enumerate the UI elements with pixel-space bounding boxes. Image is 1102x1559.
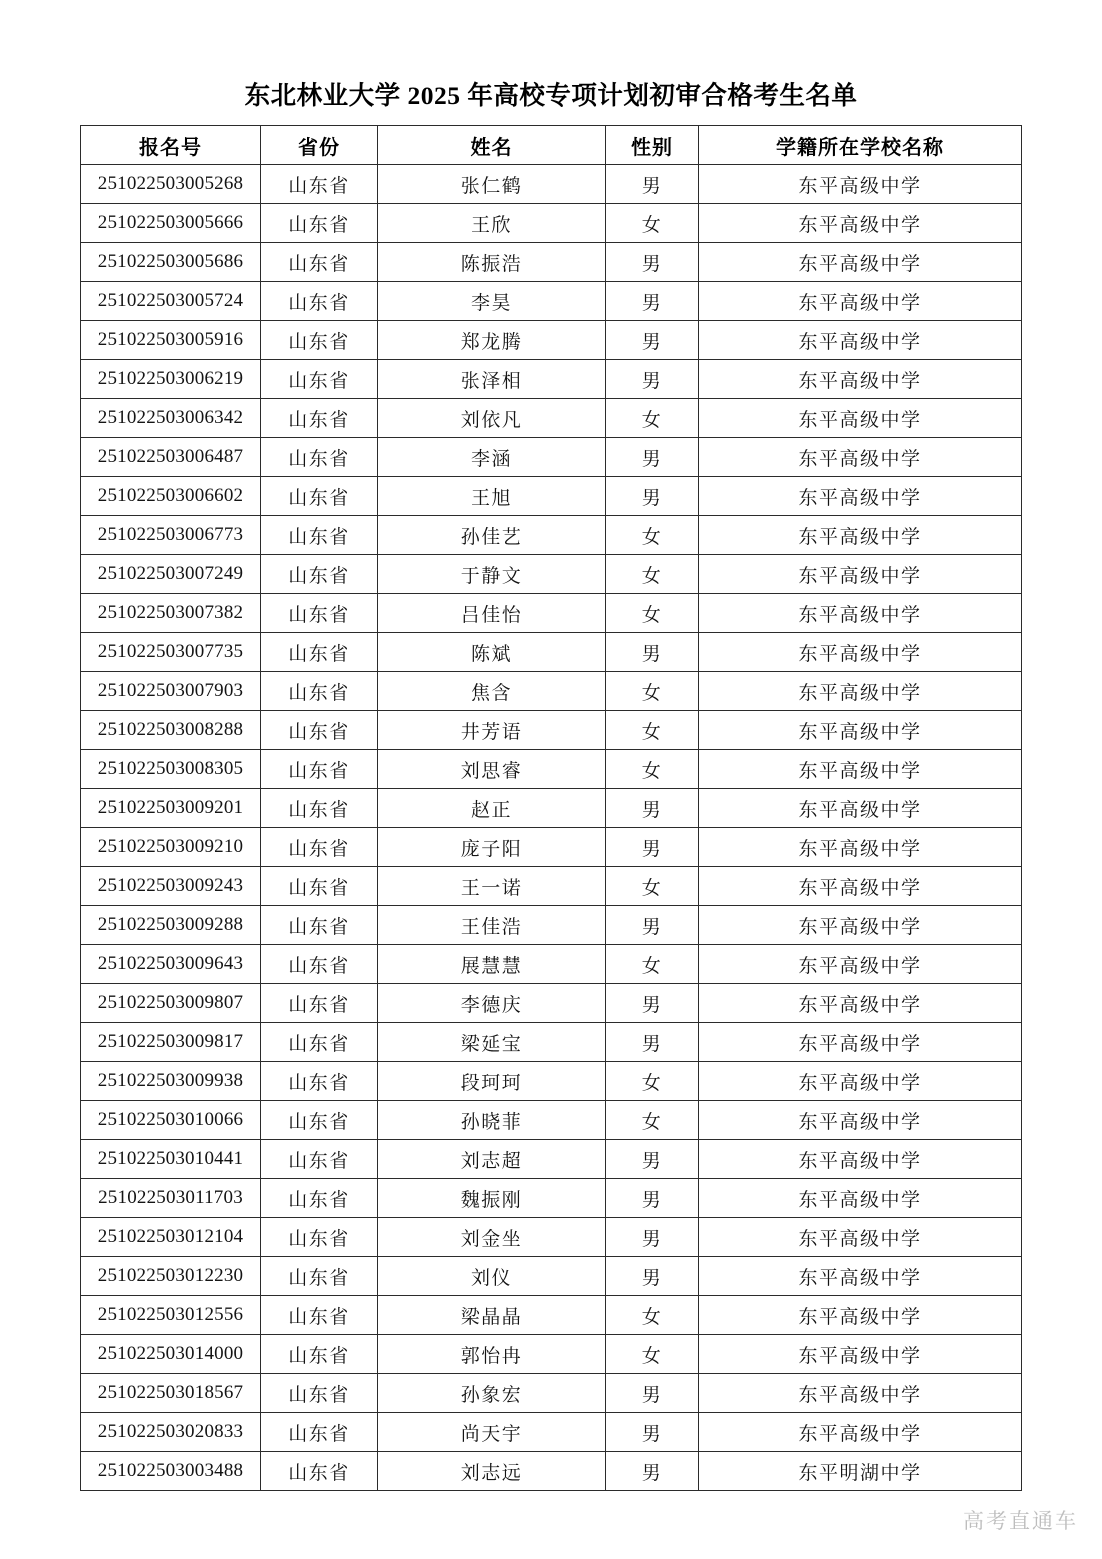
cell-school: 东平高级中学 <box>699 477 1022 516</box>
table-row <box>81 477 1022 516</box>
cell-province: 山东省 <box>261 1140 378 1179</box>
cell-school: 东平高级中学 <box>699 438 1022 477</box>
cell-gender: 男 <box>606 282 699 321</box>
cell-school: 东平高级中学 <box>699 945 1022 984</box>
cell-name: 井芳语 <box>378 711 606 750</box>
cell-gender: 女 <box>606 711 699 750</box>
cell-province: 山东省 <box>261 633 378 672</box>
cell-province: 山东省 <box>261 1062 378 1101</box>
table-row <box>81 282 1022 321</box>
cell-registration-number: 251022503020833 <box>81 1413 261 1452</box>
cell-name: 刘金坐 <box>378 1218 606 1257</box>
table-row <box>81 867 1022 906</box>
cell-registration-number: 251022503006773 <box>81 516 261 555</box>
table-row <box>81 204 1022 243</box>
cell-gender: 男 <box>606 1023 699 1062</box>
cell-registration-number: 251022503009288 <box>81 906 261 945</box>
cell-school: 东平高级中学 <box>699 789 1022 828</box>
table-row <box>81 1296 1022 1335</box>
table-row <box>81 984 1022 1023</box>
cell-gender: 女 <box>606 1062 699 1101</box>
cell-registration-number: 251022503011703 <box>81 1179 261 1218</box>
cell-gender: 男 <box>606 906 699 945</box>
cell-gender: 女 <box>606 1101 699 1140</box>
cell-school: 东平高级中学 <box>699 321 1022 360</box>
cell-registration-number: 251022503010066 <box>81 1101 261 1140</box>
cell-gender: 女 <box>606 555 699 594</box>
cell-gender: 男 <box>606 828 699 867</box>
column-header-registration-number: 报名号 <box>81 126 261 165</box>
cell-name: 刘志超 <box>378 1140 606 1179</box>
cell-school: 东平高级中学 <box>699 360 1022 399</box>
cell-gender: 女 <box>606 945 699 984</box>
cell-name: 于静文 <box>378 555 606 594</box>
cell-province: 山东省 <box>261 243 378 282</box>
cell-gender: 女 <box>606 516 699 555</box>
cell-registration-number: 251022503018567 <box>81 1374 261 1413</box>
cell-school: 东平高级中学 <box>699 672 1022 711</box>
cell-registration-number: 251022503009201 <box>81 789 261 828</box>
cell-name: 梁延宝 <box>378 1023 606 1062</box>
cell-province: 山东省 <box>261 1374 378 1413</box>
cell-school: 东平高级中学 <box>699 1023 1022 1062</box>
cell-province: 山东省 <box>261 984 378 1023</box>
cell-gender: 男 <box>606 1413 699 1452</box>
cell-name: 焦含 <box>378 672 606 711</box>
table-row <box>81 672 1022 711</box>
cell-gender: 男 <box>606 438 699 477</box>
cell-name: 孙象宏 <box>378 1374 606 1413</box>
cell-province: 山东省 <box>261 945 378 984</box>
table-row <box>81 1101 1022 1140</box>
cell-name: 张仁鹤 <box>378 165 606 204</box>
cell-name: 刘仪 <box>378 1257 606 1296</box>
cell-registration-number: 251022503005916 <box>81 321 261 360</box>
cell-gender: 男 <box>606 1218 699 1257</box>
cell-registration-number: 251022503009643 <box>81 945 261 984</box>
table-row <box>81 1140 1022 1179</box>
table-row <box>81 594 1022 633</box>
page-title: 东北林业大学 2025 年高校专项计划初审合格考生名单 <box>244 81 858 110</box>
cell-registration-number: 251022503014000 <box>81 1335 261 1374</box>
cell-registration-number: 251022503006342 <box>81 399 261 438</box>
cell-gender: 男 <box>606 1452 699 1491</box>
watermark: 高考直通车 <box>963 1510 1078 1533</box>
cell-school: 东平高级中学 <box>699 984 1022 1023</box>
cell-registration-number: 251022503010441 <box>81 1140 261 1179</box>
cell-province: 山东省 <box>261 750 378 789</box>
cell-province: 山东省 <box>261 1413 378 1452</box>
cell-province: 山东省 <box>261 1023 378 1062</box>
table-row <box>81 243 1022 282</box>
cell-gender: 女 <box>606 750 699 789</box>
cell-school: 东平高级中学 <box>699 750 1022 789</box>
cell-name: 陈斌 <box>378 633 606 672</box>
table-row <box>81 555 1022 594</box>
cell-school: 东平高级中学 <box>699 399 1022 438</box>
roster-table-container <box>80 125 1021 1491</box>
table-row <box>81 165 1022 204</box>
cell-province: 山东省 <box>261 477 378 516</box>
cell-school: 东平高级中学 <box>699 1140 1022 1179</box>
table-row <box>81 438 1022 477</box>
cell-province: 山东省 <box>261 828 378 867</box>
column-header-school: 学籍所在学校名称 <box>699 126 1022 165</box>
cell-registration-number: 251022503005686 <box>81 243 261 282</box>
cell-gender: 男 <box>606 1140 699 1179</box>
cell-province: 山东省 <box>261 1296 378 1335</box>
cell-province: 山东省 <box>261 555 378 594</box>
cell-registration-number: 251022503006219 <box>81 360 261 399</box>
cell-registration-number: 251022503009807 <box>81 984 261 1023</box>
cell-school: 东平高级中学 <box>699 282 1022 321</box>
cell-name: 段珂珂 <box>378 1062 606 1101</box>
cell-registration-number: 251022503005666 <box>81 204 261 243</box>
table-row <box>81 1452 1022 1491</box>
table-row <box>81 711 1022 750</box>
cell-province: 山东省 <box>261 1218 378 1257</box>
cell-name: 张泽相 <box>378 360 606 399</box>
cell-name: 孙佳艺 <box>378 516 606 555</box>
table-row <box>81 906 1022 945</box>
cell-name: 孙晓菲 <box>378 1101 606 1140</box>
cell-name: 陈振浩 <box>378 243 606 282</box>
cell-school: 东平高级中学 <box>699 1257 1022 1296</box>
cell-gender: 男 <box>606 360 699 399</box>
cell-name: 李德庆 <box>378 984 606 1023</box>
cell-registration-number: 251022503012556 <box>81 1296 261 1335</box>
table-row <box>81 750 1022 789</box>
cell-name: 王欣 <box>378 204 606 243</box>
cell-gender: 女 <box>606 399 699 438</box>
cell-registration-number: 251022503008305 <box>81 750 261 789</box>
cell-gender: 男 <box>606 984 699 1023</box>
cell-gender: 女 <box>606 594 699 633</box>
cell-school: 东平高级中学 <box>699 828 1022 867</box>
cell-name: 王旭 <box>378 477 606 516</box>
cell-province: 山东省 <box>261 906 378 945</box>
table-row <box>81 633 1022 672</box>
column-header-name: 姓名 <box>378 126 606 165</box>
cell-school: 东平高级中学 <box>699 1179 1022 1218</box>
cell-province: 山东省 <box>261 399 378 438</box>
cell-province: 山东省 <box>261 672 378 711</box>
table-body <box>81 165 1022 1491</box>
cell-name: 梁晶晶 <box>378 1296 606 1335</box>
cell-school: 东平高级中学 <box>699 1101 1022 1140</box>
cell-gender: 女 <box>606 672 699 711</box>
cell-name: 刘依凡 <box>378 399 606 438</box>
table-header-row <box>81 126 1022 165</box>
cell-registration-number: 251022503005268 <box>81 165 261 204</box>
table-header <box>81 126 1022 165</box>
cell-name: 郑龙腾 <box>378 321 606 360</box>
column-header-province: 省份 <box>261 126 378 165</box>
cell-gender: 男 <box>606 1374 699 1413</box>
table-row <box>81 321 1022 360</box>
cell-gender: 男 <box>606 1257 699 1296</box>
cell-gender: 男 <box>606 633 699 672</box>
cell-gender: 女 <box>606 204 699 243</box>
cell-registration-number: 251022503003488 <box>81 1452 261 1491</box>
cell-gender: 男 <box>606 1179 699 1218</box>
table-row <box>81 360 1022 399</box>
cell-registration-number: 251022503007903 <box>81 672 261 711</box>
cell-gender: 女 <box>606 1296 699 1335</box>
cell-registration-number: 251022503006487 <box>81 438 261 477</box>
cell-school: 东平高级中学 <box>699 1374 1022 1413</box>
table-row <box>81 1374 1022 1413</box>
table-row <box>81 1062 1022 1101</box>
cell-province: 山东省 <box>261 282 378 321</box>
cell-registration-number: 251022503007249 <box>81 555 261 594</box>
column-header-gender: 性别 <box>606 126 699 165</box>
cell-name: 魏振刚 <box>378 1179 606 1218</box>
roster-table <box>80 125 1022 1491</box>
cell-school: 东平高级中学 <box>699 906 1022 945</box>
cell-province: 山东省 <box>261 1101 378 1140</box>
cell-name: 李昊 <box>378 282 606 321</box>
cell-school: 东平高级中学 <box>699 594 1022 633</box>
cell-province: 山东省 <box>261 594 378 633</box>
cell-province: 山东省 <box>261 1257 378 1296</box>
cell-name: 郭怡冉 <box>378 1335 606 1374</box>
cell-gender: 男 <box>606 165 699 204</box>
cell-province: 山东省 <box>261 1179 378 1218</box>
cell-name: 尚天宇 <box>378 1413 606 1452</box>
cell-name: 李涵 <box>378 438 606 477</box>
cell-province: 山东省 <box>261 321 378 360</box>
cell-gender: 女 <box>606 1335 699 1374</box>
cell-gender: 男 <box>606 243 699 282</box>
cell-province: 山东省 <box>261 360 378 399</box>
table-row <box>81 516 1022 555</box>
table-row <box>81 1218 1022 1257</box>
cell-registration-number: 251022503009938 <box>81 1062 261 1101</box>
cell-province: 山东省 <box>261 711 378 750</box>
cell-registration-number: 251022503012230 <box>81 1257 261 1296</box>
cell-school: 东平高级中学 <box>699 516 1022 555</box>
table-row <box>81 1257 1022 1296</box>
cell-province: 山东省 <box>261 789 378 828</box>
cell-name: 刘思睿 <box>378 750 606 789</box>
cell-school: 东平高级中学 <box>699 1335 1022 1374</box>
cell-registration-number: 251022503005724 <box>81 282 261 321</box>
cell-name: 吕佳怡 <box>378 594 606 633</box>
cell-registration-number: 251022503008288 <box>81 711 261 750</box>
cell-province: 山东省 <box>261 204 378 243</box>
cell-school: 东平高级中学 <box>699 711 1022 750</box>
cell-school: 东平高级中学 <box>699 633 1022 672</box>
cell-gender: 男 <box>606 321 699 360</box>
cell-registration-number: 251022503007735 <box>81 633 261 672</box>
cell-school: 东平高级中学 <box>699 1218 1022 1257</box>
table-row <box>81 1335 1022 1374</box>
cell-province: 山东省 <box>261 438 378 477</box>
table-row <box>81 789 1022 828</box>
cell-name: 庞子阳 <box>378 828 606 867</box>
cell-province: 山东省 <box>261 1335 378 1374</box>
cell-school: 东平高级中学 <box>699 1413 1022 1452</box>
table-row <box>81 1413 1022 1452</box>
cell-school: 东平高级中学 <box>699 165 1022 204</box>
cell-name: 刘志远 <box>378 1452 606 1491</box>
cell-name: 王佳浩 <box>378 906 606 945</box>
table-row <box>81 1023 1022 1062</box>
cell-registration-number: 251022503009243 <box>81 867 261 906</box>
cell-gender: 男 <box>606 789 699 828</box>
cell-name: 王一诺 <box>378 867 606 906</box>
cell-name: 展慧慧 <box>378 945 606 984</box>
table-row <box>81 1179 1022 1218</box>
cell-school: 东平明湖中学 <box>699 1452 1022 1491</box>
table-row <box>81 828 1022 867</box>
cell-school: 东平高级中学 <box>699 1062 1022 1101</box>
cell-school: 东平高级中学 <box>699 243 1022 282</box>
cell-registration-number: 251022503012104 <box>81 1218 261 1257</box>
cell-province: 山东省 <box>261 867 378 906</box>
cell-registration-number: 251022503006602 <box>81 477 261 516</box>
cell-province: 山东省 <box>261 516 378 555</box>
table-row <box>81 399 1022 438</box>
cell-registration-number: 251022503009210 <box>81 828 261 867</box>
cell-school: 东平高级中学 <box>699 204 1022 243</box>
cell-name: 赵正 <box>378 789 606 828</box>
cell-registration-number: 251022503007382 <box>81 594 261 633</box>
cell-gender: 男 <box>606 477 699 516</box>
cell-province: 山东省 <box>261 1452 378 1491</box>
cell-school: 东平高级中学 <box>699 555 1022 594</box>
cell-gender: 女 <box>606 867 699 906</box>
cell-school: 东平高级中学 <box>699 867 1022 906</box>
cell-school: 东平高级中学 <box>699 1296 1022 1335</box>
table-row <box>81 945 1022 984</box>
cell-registration-number: 251022503009817 <box>81 1023 261 1062</box>
cell-province: 山东省 <box>261 165 378 204</box>
